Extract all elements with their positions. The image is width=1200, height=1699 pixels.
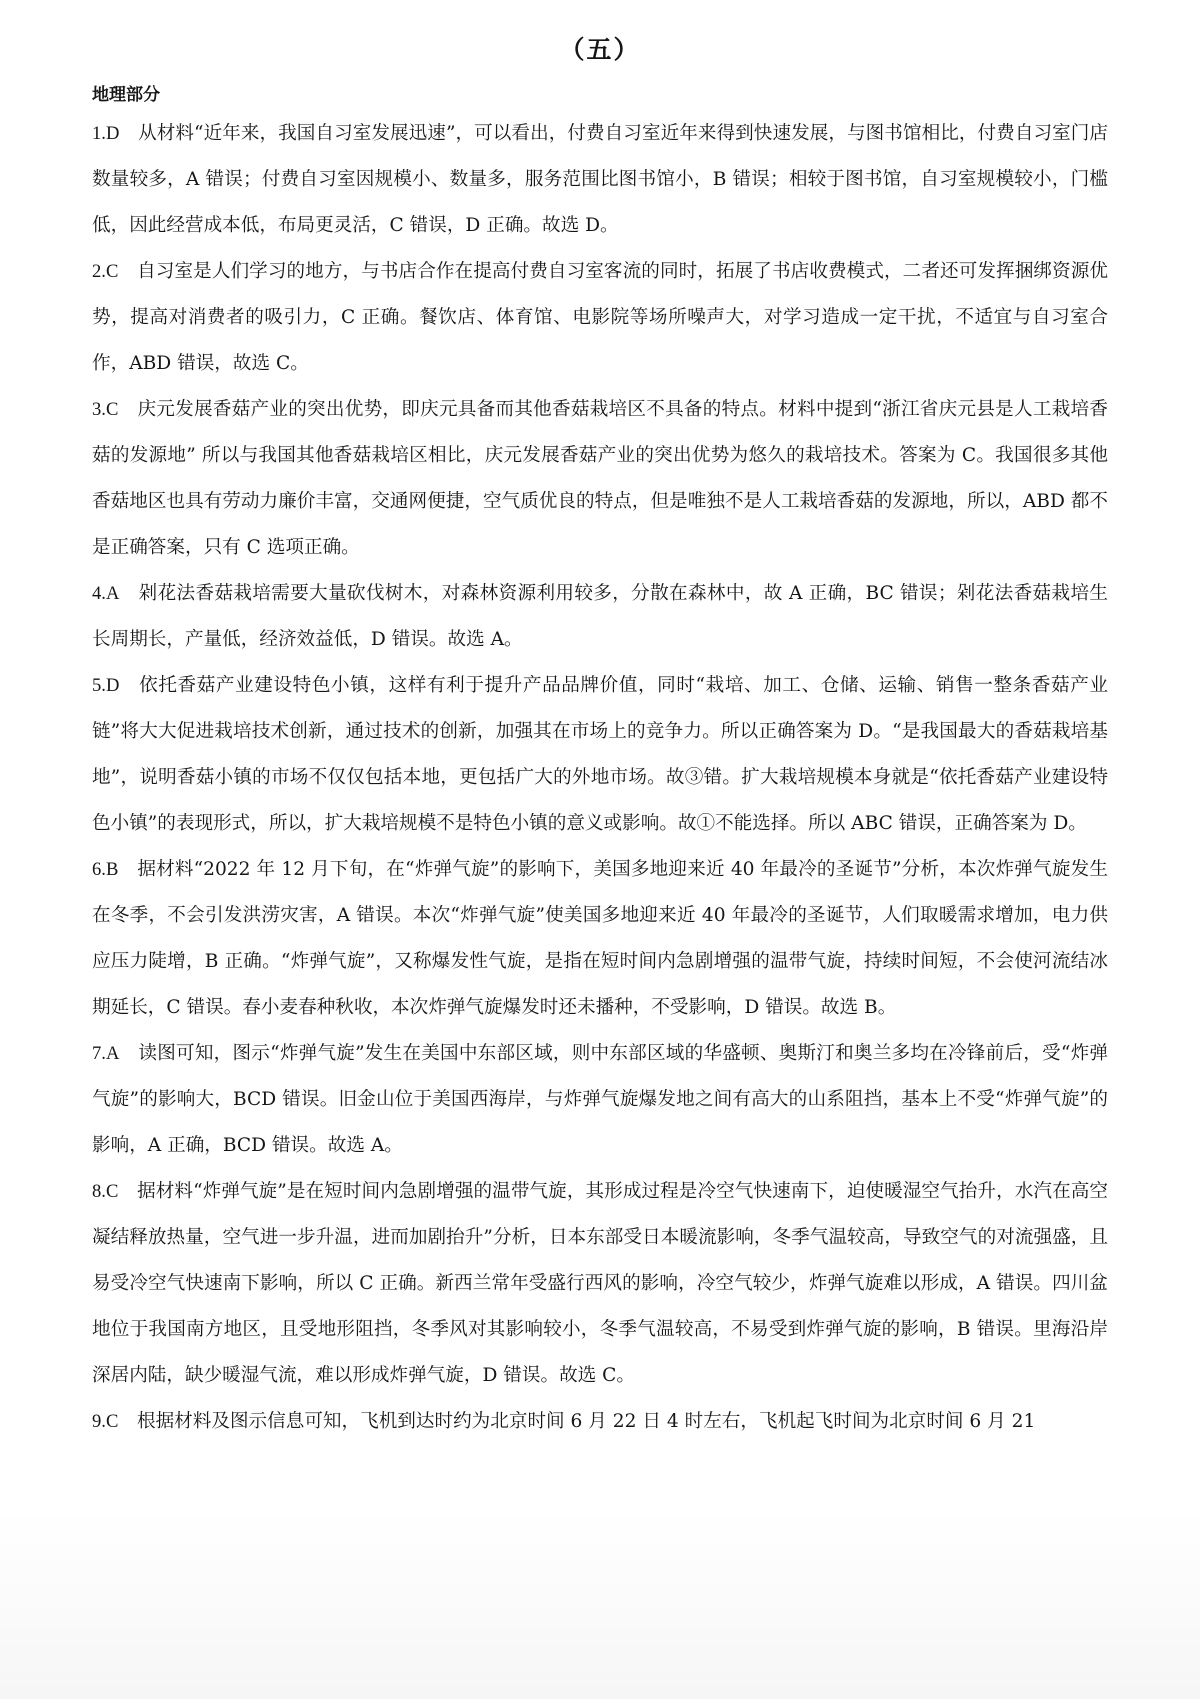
answer-item-1: [92, 111, 1108, 249]
answer-explanation: 据材料“2022 年 12 月下旬，在“炸弹气旋”的影响下，美国多地迎来近 40 年最冷的圣诞节”分析，本次炸弹气旋发生在冬季，不会引发洪涝灾害，A 错误。本次“炸弹气旋”使美国多地迎来近 40 年最冷的圣诞节，人们取暖需求增加，电力供应压力陡增，B 正确。“炸弹气旋”，又称爆发性气旋，是指在短时间内急剧增强的温带气旋，持续时间短，不会使河流结冰期延长，C 错误。春小麦春种秋收，本次炸弹气旋爆发时还未播种，不受影响，D 错误。故选 B。: [92, 859, 1108, 1018]
answer-key: 4.A: [92, 583, 120, 604]
answer-key: 3.C: [92, 399, 119, 420]
answer-explanation: 依托香菇产业建设特色小镇，这样有利于提升产品品牌价值，同时“栽培、加工、仓储、运输、销售一整条香菇产业链”将大大促进栽培技术创新，通过技术的创新，加强其在市场上的竞争力。所以正确答案为 D。“是我国最大的香菇栽培基地”，说明香菇小镇的市场不仅仅包括本地，更包括广大的外地市场。故③错。扩大栽培规模本身就是“依托香菇产业建设特色小镇”的表现形式，所以，扩大栽培规模不是特色小镇的意义或影响。故①不能选择。所以 ABC 错误，正确答案为 D。: [92, 675, 1108, 834]
answer-item-8: [92, 1169, 1108, 1399]
answer-explanation: 庆元发展香菇产业的突出优势，即庆元具备而其他香菇栽培区不具备的特点。材料中提到“浙江省庆元县是人工栽培香菇的发源地” 所以与我国其他香菇栽培区相比，庆元发展香菇产业的突出优势为悠久的栽培技术。答案为 C。我国很多其他香菇地区也具有劳动力廉价丰富，交通网便捷，空气质优良的特点，但是唯独不是人工栽培香菇的发源地，所以，ABD 都不是正确答案，只有 C 选项正确。: [92, 399, 1108, 558]
answer-list: [92, 111, 1108, 1445]
answer-item-3: [92, 387, 1108, 571]
answer-item-6: [92, 847, 1108, 1031]
page-title: （五）: [559, 35, 641, 64]
answer-explanation: 根据材料及图示信息可知，飞机到达时约为北京时间 6 月 22 日 4 时左右，飞机起飞时间为北京时间 6 月 21: [136, 1411, 1036, 1432]
answer-item-5: [92, 663, 1108, 847]
answer-item-7: [92, 1031, 1108, 1169]
answer-explanation: 剁花法香菇栽培需要大量砍伐树木，对森林资源利用较多，分散在森林中，故 A 正确，BC 错误；剁花法香菇栽培生长周期长，产量低，经济效益低，D 错误。故选 A。: [92, 583, 1108, 650]
answer-explanation: 从材料“近年来，我国自习室发展迅速”，可以看出，付费自习室近年来得到快速发展，与图书馆相比，付费自习室门店数量较多，A 错误；付费自习室因规模小、数量多，服务范围比图书馆小，B 错误；相较于图书馆，自习室规模较小，门槛低，因此经营成本低，布局更灵活，C 错误，D 正确。故选 D。: [92, 123, 1108, 236]
answer-explanation: 读图可知，图示“炸弹气旋”发生在美国中东部区域，则中东部区域的华盛顿、奥斯汀和奥兰多均在冷锋前后，受“炸弹气旋”的影响大，BCD 错误。旧金山位于美国西海岸，与炸弹气旋爆发地之间有高大的山系阻挡，基本上不受“炸弹气旋”的影响，A 正确，BCD 错误。故选 A。: [92, 1043, 1108, 1156]
answer-key: 9.C: [92, 1411, 119, 1432]
answer-key: 7.A: [92, 1043, 120, 1064]
section-heading: 地理部分: [92, 85, 160, 105]
answer-key: 1.D: [92, 123, 120, 144]
answer-item-4: [92, 571, 1108, 663]
answer-item-9: [92, 1399, 1108, 1445]
answer-key: 8.C: [92, 1181, 119, 1202]
answer-key: 5.D: [92, 675, 120, 696]
answer-key: 2.C: [92, 261, 119, 282]
scan-shading: [0, 1509, 1200, 1699]
answer-key: 6.B: [92, 859, 119, 880]
answer-item-2: [92, 249, 1108, 387]
answer-explanation: 自习室是人们学习的地方，与书店合作在提高付费自习室客流的同时，拓展了书店收费模式，二者还可发挥捆绑资源优势，提高对消费者的吸引力，C 正确。餐饮店、体育馆、电影院等场所噪声大，对学习造成一定干扰，不适宜与自习室合作，ABD 错误，故选 C。: [92, 261, 1108, 374]
answer-explanation: 据材料“炸弹气旋”是在短时间内急剧增强的温带气旋，其形成过程是冷空气快速南下，迫使暖湿空气抬升，水汽在高空凝结释放热量，空气进一步升温，进而加剧抬升”分析，日本东部受日本暖流影响，冬季气温较高，导致空气的对流强盛，且易受冷空气快速南下影响，所以 C 正确。新西兰常年受盛行西风的影响，冷空气较少，炸弹气旋难以形成，A 错误。四川盆地位于我国南方地区，且受地形阻挡，冬季风对其影响较小，冬季气温较高，不易受到炸弹气旋的影响，B 错误。里海沿岸深居内陆，缺少暖湿气流，难以形成炸弹气旋，D 错误。故选 C。: [92, 1181, 1108, 1386]
